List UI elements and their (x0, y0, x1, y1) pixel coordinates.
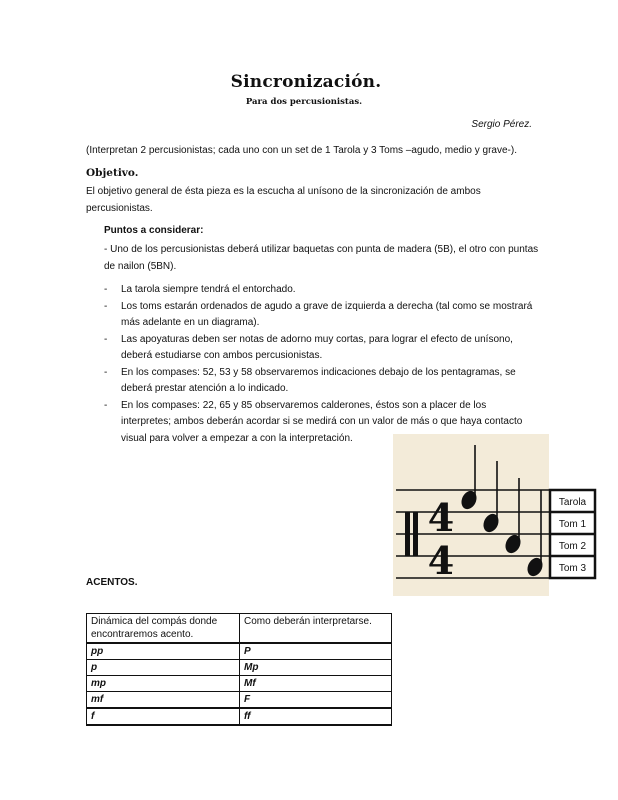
time-signature-bottom: 4 (427, 538, 455, 583)
bullet-dash: - (104, 300, 108, 312)
time-signature-top: 4 (427, 495, 455, 540)
table-row (87, 708, 392, 725)
points-lead: - Uno de los percusionistas deberá utilizar baquetas con punta de madera (5B), el otro con puntas de nailon (5BN). (104, 244, 539, 272)
objective-heading: Objetivo. (86, 167, 139, 179)
list-item-text: En los compases: 22, 65 y 85 observaremos calderones, éstos son a placer de los interpretes; ambos deberán acordar si se medirá con un valor de más o que haya contacto visual para volver a empezar a con la interpretación. (121, 399, 523, 444)
list-item (104, 282, 534, 299)
table-cell: Mp (240, 660, 392, 676)
table-cell: p (87, 660, 240, 676)
bullet-dash: - (104, 284, 108, 295)
label-tom-3: Tom 3 (558, 563, 587, 574)
intro-paragraph: (Interpretan 2 percusionistas; cada uno con un set de 1 Tarola y 3 Toms –agudo, medio y grave-). (86, 145, 517, 156)
list-item (104, 332, 534, 365)
column-header: Como deberán interpretarse. (240, 614, 392, 644)
note-tom-1 (481, 461, 502, 535)
document-subtitle (0, 97, 618, 107)
accents-table (86, 613, 392, 726)
accents-heading: ACENTOS. (86, 577, 138, 588)
list-item (104, 365, 534, 398)
list-item-text: La tarola siempre tendrá el entorchado. (121, 284, 296, 295)
label-tom-2: Tom 2 (558, 541, 587, 552)
title-text: Sincronización. (230, 72, 382, 92)
list-item-text: Las apoyaturas deben ser notas de adorno muy cortas, para lograr el efecto de unísono, deberá estudiarse con ambos percusionistas. (121, 333, 513, 361)
table-cell: Mf (240, 676, 392, 692)
list-item (104, 299, 534, 332)
table-cell: F (240, 692, 392, 709)
label-tom-1: Tom 1 (558, 519, 587, 530)
list-item-text: En los compases: 52, 53 y 58 observaremos indicaciones debajo de los pentagramas, se deberá prestar atención a lo indicado. (121, 366, 516, 394)
list-item-text: Los toms estarán ordenados de agudo a grave de izquierda a derecha (tal como se mostrará más adelante en un diagrama). (121, 300, 533, 328)
subtitle-text: Para dos percusionistas. (245, 97, 363, 107)
table-cell: pp (87, 643, 240, 660)
table-cell: f (87, 708, 240, 725)
table-row (87, 692, 392, 709)
drum-staff-svg (393, 434, 603, 596)
table-header-row (87, 614, 392, 644)
column-header: Dinámica del compás donde encontraremos acento. (87, 614, 240, 644)
bullet-dash: - (104, 333, 108, 345)
instrument-labels (550, 490, 595, 578)
table-row (87, 660, 392, 676)
table-cell: mp (87, 676, 240, 692)
bullet-dash: - (104, 366, 108, 378)
table-cell: mf (87, 692, 240, 709)
points-list (104, 282, 534, 447)
document-title (0, 72, 618, 92)
points-heading: Puntos a considerar: (104, 225, 204, 236)
objective-text: El objetivo general de ésta pieza es la escucha al unísono de la sincronización de ambos percusionistas. (86, 186, 481, 214)
table-row (87, 643, 392, 660)
author: Sergio Pérez. (471, 119, 532, 130)
note-tarola (459, 445, 480, 512)
bullet-dash: - (104, 399, 108, 411)
table-row (87, 676, 392, 692)
label-tarola: Tarola (558, 497, 587, 508)
table-cell: ff (240, 708, 392, 725)
table-cell: P (240, 643, 392, 660)
